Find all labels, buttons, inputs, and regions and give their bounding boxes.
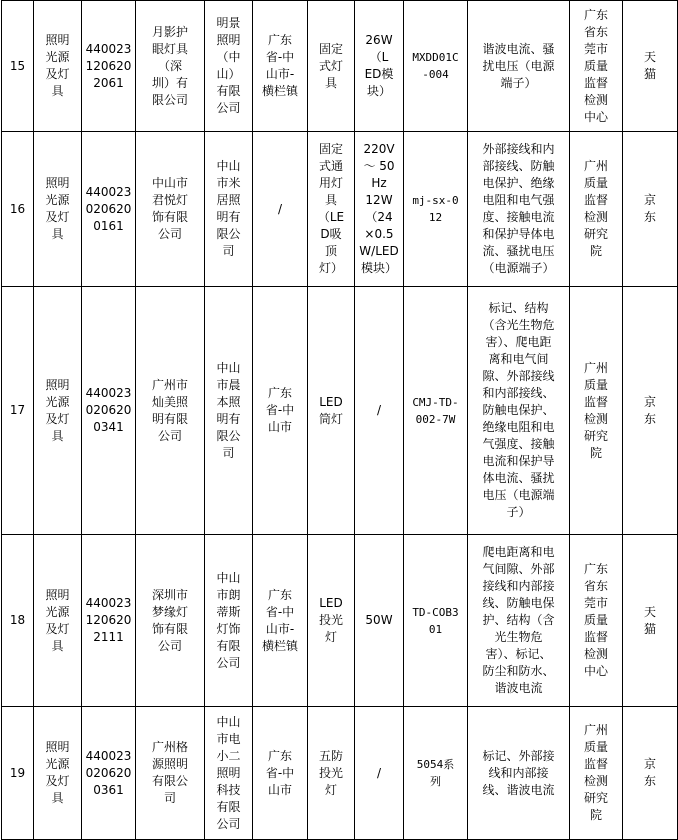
model-number: CMJ-TD- 002-7W: [404, 287, 468, 535]
product-spec: /: [355, 287, 404, 535]
product-category: 照明 光源 及灯 具: [34, 132, 82, 287]
sales-platform: 京 东: [623, 132, 678, 287]
testing-agency: 广州 质量 监督 检测 研究 院: [570, 132, 623, 287]
failed-items: 谐波电流、骚 扰电压（电源 端子）: [468, 1, 570, 132]
model-number: MXDD01C -004: [404, 1, 468, 132]
seller-name: 广州市 灿美照 明有限 公司: [136, 287, 205, 535]
product-category: 照明 光源 及灯 具: [34, 287, 82, 535]
sales-platform: 京 东: [623, 287, 678, 535]
model-number: TD-COB3 01: [404, 535, 468, 707]
row-number: 17: [2, 287, 34, 535]
inspection-results-table: [1, 0, 678, 840]
table-row: [2, 132, 678, 287]
testing-agency: 广州 质量 监督 检测 研究 院: [570, 707, 623, 840]
failed-items: 标记、外部接 线和内部接 线、谐波电流: [468, 707, 570, 840]
product-name: 固定 式通 用灯 具 （LE D吸 顶 灯）: [308, 132, 355, 287]
testing-agency: 广东 省东 莞市 质量 监督 检测 中心: [570, 1, 623, 132]
sample-code: 440023 020620 0341: [82, 287, 136, 535]
table-row: [2, 1, 678, 132]
table-row: [2, 707, 678, 840]
seller-name: 中山市 君悦灯 饰有限 公司: [136, 132, 205, 287]
seller-name: 深圳市 梦缘灯 饰有限 公司: [136, 535, 205, 707]
product-name: 五防 投光 灯: [308, 707, 355, 840]
seller-name: 广州格 源照明 有限公 司: [136, 707, 205, 840]
testing-agency: 广州 质量 监督 检测 研究 院: [570, 287, 623, 535]
row-number: 15: [2, 1, 34, 132]
table-row: [2, 535, 678, 707]
product-spec: 50W: [355, 535, 404, 707]
product-category: 照明 光源 及灯 具: [34, 535, 82, 707]
failed-items: 爬电距离和电 气间隙、外部 接线和内部接 线、防触电保 护、结构（含 光生物危 害）、标记、 防尘和防水、 谐波电流: [468, 535, 570, 707]
manufacturer-name: 中山 市晨 本照 明有 限公 司: [205, 287, 253, 535]
product-spec: /: [355, 707, 404, 840]
product-name: 固定 式灯 具: [308, 1, 355, 132]
model-number: 5054系 列: [404, 707, 468, 840]
manufacturer-name: 中山 市米 居照 明有 限公 司: [205, 132, 253, 287]
manufacturer-location: /: [253, 132, 308, 287]
product-category: 照明 光源 及灯 具: [34, 1, 82, 132]
manufacturer-location: 广东 省-中 山市: [253, 707, 308, 840]
product-name: LED 投光 灯: [308, 535, 355, 707]
product-spec: 26W（L ED模 块）: [355, 1, 404, 132]
sales-platform: 京 东: [623, 707, 678, 840]
sample-code: 440023 020620 0361: [82, 707, 136, 840]
product-category: 照明 光源 及灯 具: [34, 707, 82, 840]
product-name: LED 筒灯: [308, 287, 355, 535]
model-number: mj-sx-0 12: [404, 132, 468, 287]
sample-code: 440023 020620 0161: [82, 132, 136, 287]
row-number: 19: [2, 707, 34, 840]
sales-platform: 天 猫: [623, 1, 678, 132]
product-spec: 220V ～ 50 Hz 12W （24 ×0.5 W/LED 模块）: [355, 132, 404, 287]
row-number: 18: [2, 535, 34, 707]
manufacturer-name: 中山 市朗 蒂斯 灯饰 有限 公司: [205, 535, 253, 707]
failed-items: 外部接线和内 部接线、防触 电保护、绝缘 电阻和电气强 度、接触电流 和保护导体电 流、骚扰电压 （电源端子）: [468, 132, 570, 287]
seller-name: 月影护 眼灯具 （深 圳）有 限公司: [136, 1, 205, 132]
table-row: [2, 287, 678, 535]
manufacturer-location: 广东 省-中 山市: [253, 287, 308, 535]
sales-platform: 天 猫: [623, 535, 678, 707]
sample-code: 440023 120620 2111: [82, 535, 136, 707]
testing-agency: 广东 省东 莞市 质量 监督 检测 中心: [570, 535, 623, 707]
failed-items: 标记、结构 （含光生物危 害）、爬电距 离和电气间 隙、外部接线 和内部接线、 防触电保护、 绝缘电阻和电 气强度、接触 电流和保护导 体电流、骚扰 电压（电源端 子）: [468, 287, 570, 535]
manufacturer-name: 明景 照明 （中 山） 有限 公司: [205, 1, 253, 132]
sample-code: 440023 120620 2061: [82, 1, 136, 132]
manufacturer-location: 广东 省-中 山市- 横栏镇: [253, 535, 308, 707]
manufacturer-name: 中山 市电 小二 照明 科技 有限 公司: [205, 707, 253, 840]
manufacturer-location: 广东 省-中 山市- 横栏镇: [253, 1, 308, 132]
row-number: 16: [2, 132, 34, 287]
